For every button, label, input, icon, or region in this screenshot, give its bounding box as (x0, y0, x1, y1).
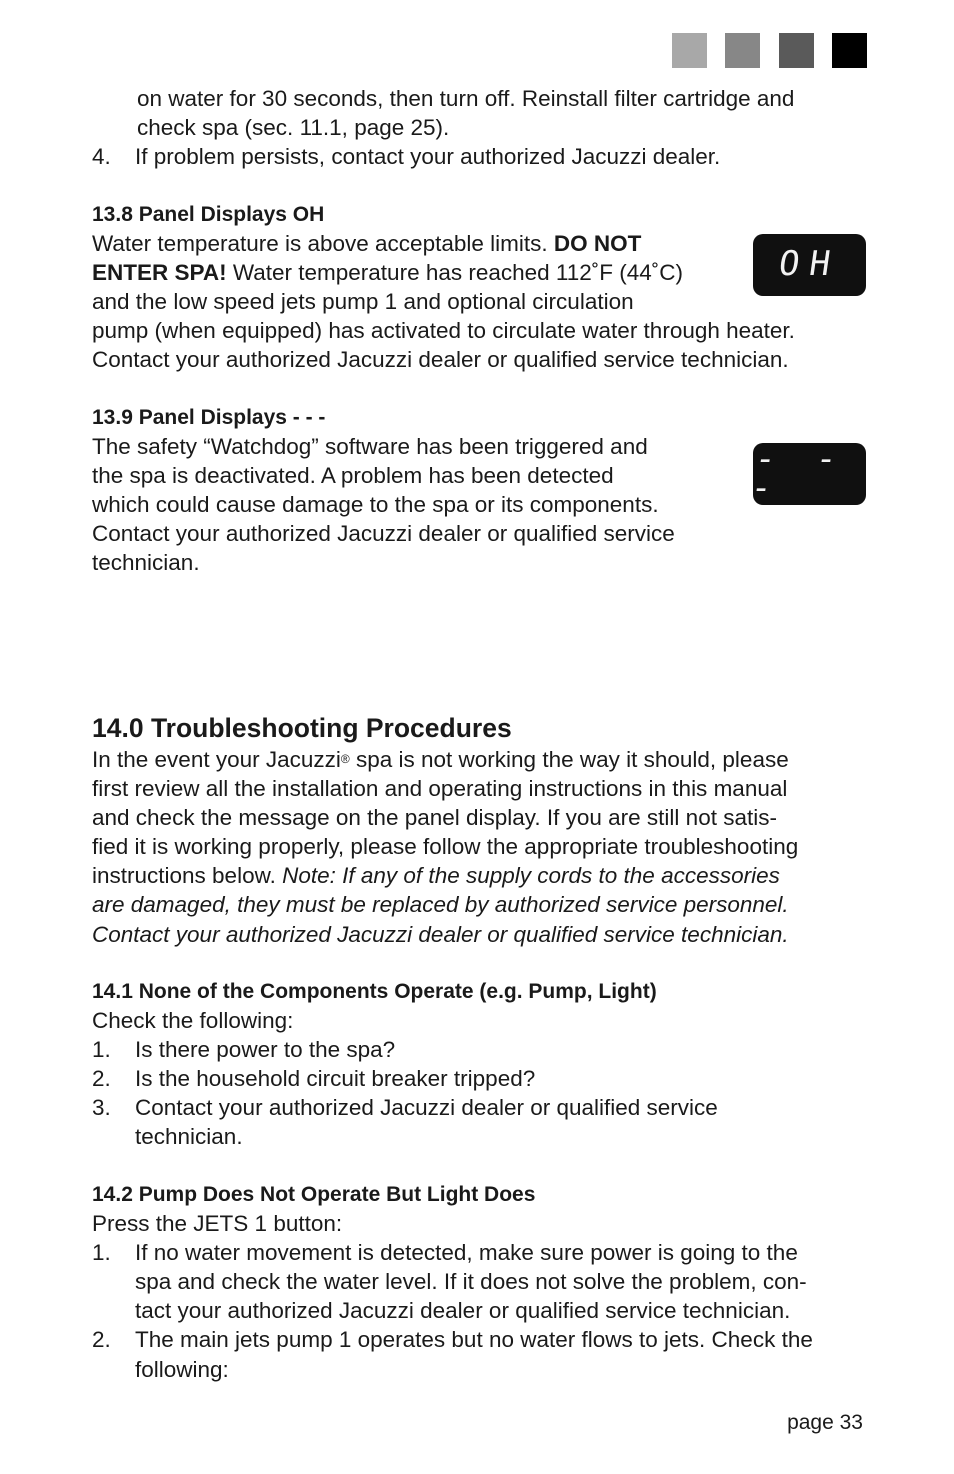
list-text: spa and check the water level. If it does not solve the problem, con- (135, 1269, 807, 1295)
body-line (92, 920, 872, 949)
intro-line: on water for 30 seconds, then turn off. Reinstall filter cartridge and (137, 86, 795, 111)
list-text: Is there power to the spa? (135, 1037, 396, 1063)
list-item (92, 1093, 872, 1151)
body-text: Water temperature is above acceptable limits. (92, 231, 554, 257)
body-text: Water temperature has reached 112˚F (44˚C) (226, 260, 684, 286)
section-heading: 14.1 None of the Components Operate (e.g. Pump, Light) (92, 980, 657, 1003)
section-14-0 (92, 712, 872, 949)
body-line: and the low speed jets pump 1 and optional circulation (92, 289, 634, 315)
body-line: Check the following: (92, 1008, 294, 1034)
registered-mark: ® (340, 752, 350, 766)
header-square-4 (832, 33, 867, 68)
note-text: Contact your authorized Jacuzzi dealer or qualified service technician. (92, 921, 789, 947)
section-13-9 (92, 403, 752, 578)
section-heading: 14.2 Pump Does Not Operate But Light Does (92, 1183, 536, 1206)
header-square-3 (779, 33, 814, 68)
list-item (92, 1035, 872, 1064)
body-text: instructions below. (92, 863, 283, 889)
display-readout: - - - (748, 438, 850, 508)
body-text: In the event your Jacuzzi (92, 747, 341, 772)
warning-text: ENTER SPA! (92, 260, 227, 286)
body-line: first review all the installation and operating instructions in this manual (92, 776, 788, 802)
body-line: technician. (92, 550, 200, 576)
body-line: and check the message on the panel display. If you are still not satis- (92, 805, 777, 831)
list-item (92, 142, 872, 171)
list-item (92, 1325, 882, 1383)
header-square-1 (672, 33, 707, 68)
body-line: fied it is working properly, please follow the appropriate troubleshooting (92, 834, 799, 860)
list-number: 4. (92, 144, 111, 170)
body-line (92, 890, 872, 919)
body-line (92, 745, 872, 774)
header-square-2 (725, 33, 760, 68)
list-text: following: (135, 1356, 229, 1382)
list-text: If no water movement is detected, make sure power is going to the (135, 1240, 798, 1266)
page-title: 14.0 Troubleshooting Procedures (92, 713, 512, 743)
list-number: 1. (92, 1037, 111, 1063)
panel-display-oh (753, 234, 866, 296)
body-line: which could cause damage to the spa or its components. (92, 492, 659, 518)
intro-continuation (92, 84, 872, 171)
list-text: Contact your authorized Jacuzzi dealer or qualified service (135, 1095, 718, 1121)
list-text: Is the household circuit breaker tripped? (135, 1066, 536, 1092)
list-number: 3. (92, 1095, 111, 1121)
body-line: Press the JETS 1 button: (92, 1211, 343, 1237)
page-number: page 33 (787, 1411, 863, 1434)
body-line: pump (when equipped) has activated to circulate water through heater. (92, 318, 795, 344)
list-number: 1. (92, 1240, 111, 1266)
list-text: If problem persists, contact your authorized Jacuzzi dealer. (135, 144, 721, 170)
note-text: Note: If any of the supply cords to the accessories (282, 863, 780, 889)
header-squares (672, 33, 868, 68)
body-line (92, 861, 872, 890)
body-line: Contact your authorized Jacuzzi dealer or qualified service technician. (92, 347, 789, 373)
panel-display-dashes (748, 438, 866, 508)
section-14-1 (92, 977, 872, 1152)
body-line: The safety “Watchdog” software has been triggered and (92, 434, 648, 460)
body-text: spa is not working the way it should, please (349, 747, 789, 772)
section-heading: 13.8 Panel Displays OH (92, 203, 325, 226)
list-text: tact your authorized Jacuzzi dealer or qualified service technician. (135, 1298, 791, 1324)
list-text: The main jets pump 1 operates but no water flows to jets. Check the (135, 1327, 813, 1353)
intro-line: check spa (sec. 11.1, page 25). (137, 115, 450, 141)
list-number: 2. (92, 1327, 111, 1353)
list-number: 2. (92, 1066, 111, 1092)
body-line: the spa is deactivated. A problem has been detected (92, 463, 614, 489)
list-item (92, 1238, 882, 1325)
warning-text: DO NOT (553, 231, 642, 257)
display-readout: OH (776, 244, 843, 285)
body-line: Contact your authorized Jacuzzi dealer or qualified service (92, 521, 675, 547)
list-item (92, 1064, 872, 1093)
section-14-2 (92, 1180, 882, 1384)
list-text: technician. (135, 1124, 243, 1150)
section-heading: 13.9 Panel Displays - - - (92, 406, 326, 429)
note-text: are damaged, they must be replaced by authorized service personnel. (92, 892, 789, 918)
